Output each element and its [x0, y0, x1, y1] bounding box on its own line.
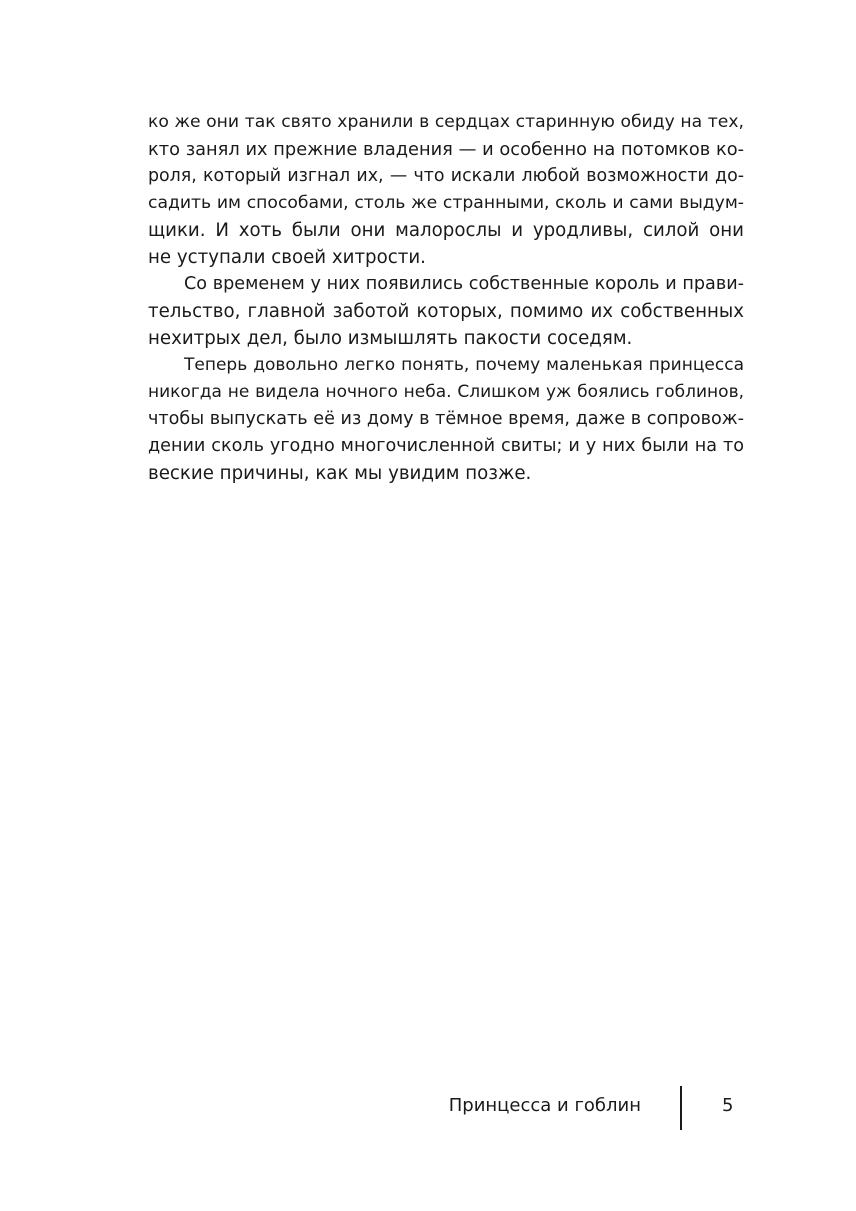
body-text [148, 109, 744, 487]
text-line: нехитрых дел, было измышлять пакости соседям. [148, 328, 633, 349]
text-line: никогда не видела ночного неба. Слишком уж боялись гоблинов, [148, 382, 744, 402]
text-line: чтобы выпускать её из дому в тёмное время, даже в сопровож- [148, 409, 744, 429]
paragraph-2 [148, 271, 744, 352]
text-line: щики. И хоть были они малорослы и уродливы, силой они [148, 220, 744, 241]
paragraph-1 [148, 109, 744, 271]
text-line: Со временем у них появились собственные король и прави- [184, 274, 744, 294]
text-line: не уступали своей хитрости. [148, 247, 426, 268]
text-line: Теперь довольно легко понять, почему маленькая принцесса [184, 355, 744, 375]
running-title: Принцесса и гоблин [448, 1095, 641, 1116]
page-number: 5 [722, 1095, 734, 1116]
paragraph-3 [148, 352, 744, 487]
text-line: садить им способами, столь же странными, сколь и сами выдум- [148, 193, 744, 213]
text-line: кто занял их прежние владения — и особенно на потомков ко- [148, 139, 744, 160]
text-line: ко же они так свято хранили в сердцах старинную обиду на тех, [148, 112, 744, 132]
text-line: дении сколь угодно многочисленной свиты; и у них были на то [148, 436, 744, 456]
text-line: тельство, главной заботой которых, помимо их собственных [148, 301, 744, 322]
text-line: веские причины, как мы увидим позже. [148, 463, 532, 484]
footer-divider [680, 1086, 682, 1130]
text-line: роля, который изгнал их, — что искали любой возможности до- [148, 166, 744, 186]
